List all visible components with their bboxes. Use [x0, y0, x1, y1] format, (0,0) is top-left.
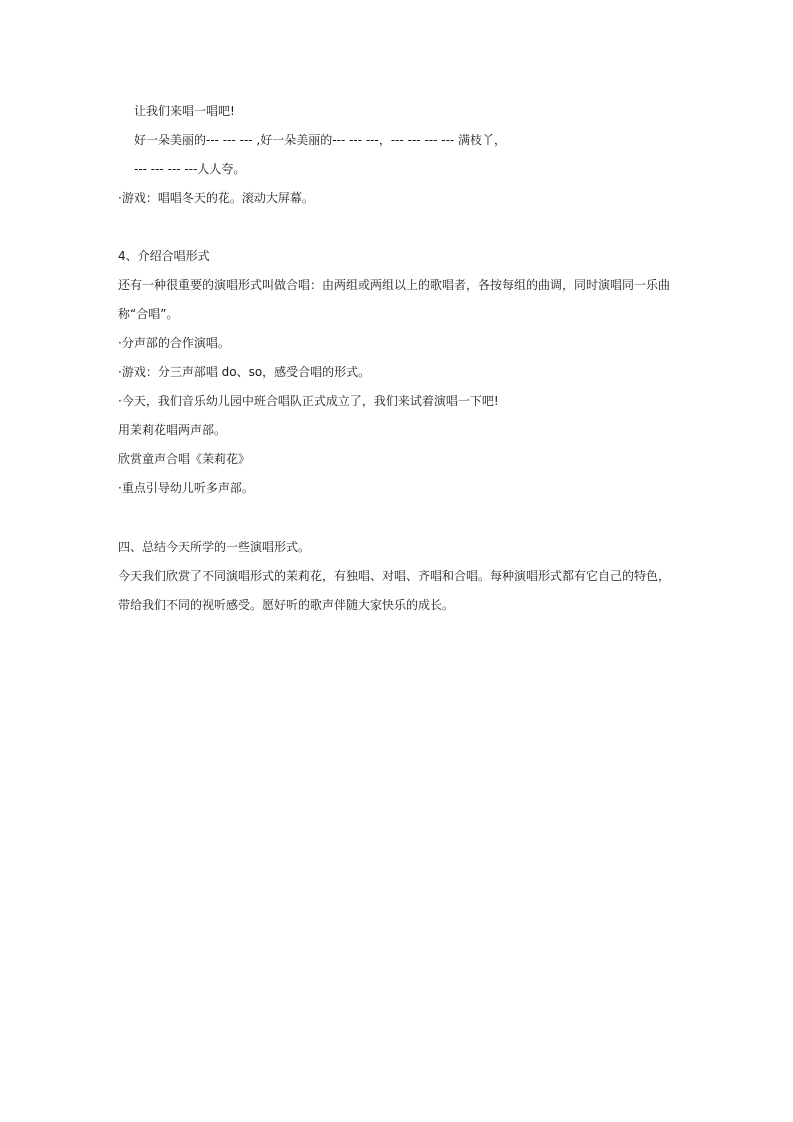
text-line-part-singing: ·分声部的合作演唱。 — [118, 336, 230, 350]
text-line-sing-together: 让我们来唱一唱吧! — [134, 104, 235, 118]
text-line-guide-listening: ·重点引导幼儿听多声部。 — [118, 481, 254, 495]
text-line-chorus-definition-cont: 称“合唱”。 — [118, 307, 179, 321]
text-line-chorus-definition: 还有一种很重要的演唱形式叫做合唱：由两组或两组以上的歌唱者，各按每组的曲调，同时演唱同一乐曲 — [118, 278, 671, 292]
text-line-summary-2: 带给我们不同的视听感受。愿好听的歌声伴随大家快乐的成长。 — [118, 598, 455, 612]
text-line-lyrics-2: --- --- --- ---人人夸。 — [134, 162, 246, 176]
text-line-game-three-parts: ·游戏：分三声部唱 do、so，感受合唱的形式。 — [118, 365, 371, 379]
text-line-game-winter-flower: ·游戏：唱唱冬天的花。滚动大屏幕。 — [118, 191, 314, 205]
section-heading-summary: 四、总结今天所学的一些演唱形式。 — [118, 540, 311, 554]
section-heading-chorus: 4、介绍合唱形式 — [118, 249, 210, 263]
text-line-lyrics-1: 好一朵美丽的--- --- --- ,好一朵美丽的--- --- ---，--- --- --- --- 满枝丫， — [134, 133, 507, 147]
text-line-summary-1: 今天我们欣赏了不同演唱形式的茉莉花，有独唱、对唱、齐唱和合唱。每种演唱形式都有它自己的特色， — [118, 569, 671, 583]
text-line-two-parts: 用茉莉花唱两声部。 — [118, 423, 227, 437]
text-line-appreciate-chorus: 欣赏童声合唱《茉莉花》 — [118, 452, 251, 466]
text-line-choir-formed: ·今天，我们音乐幼儿园中班合唱队正式成立了，我们来试着演唱一下吧! — [118, 394, 499, 408]
